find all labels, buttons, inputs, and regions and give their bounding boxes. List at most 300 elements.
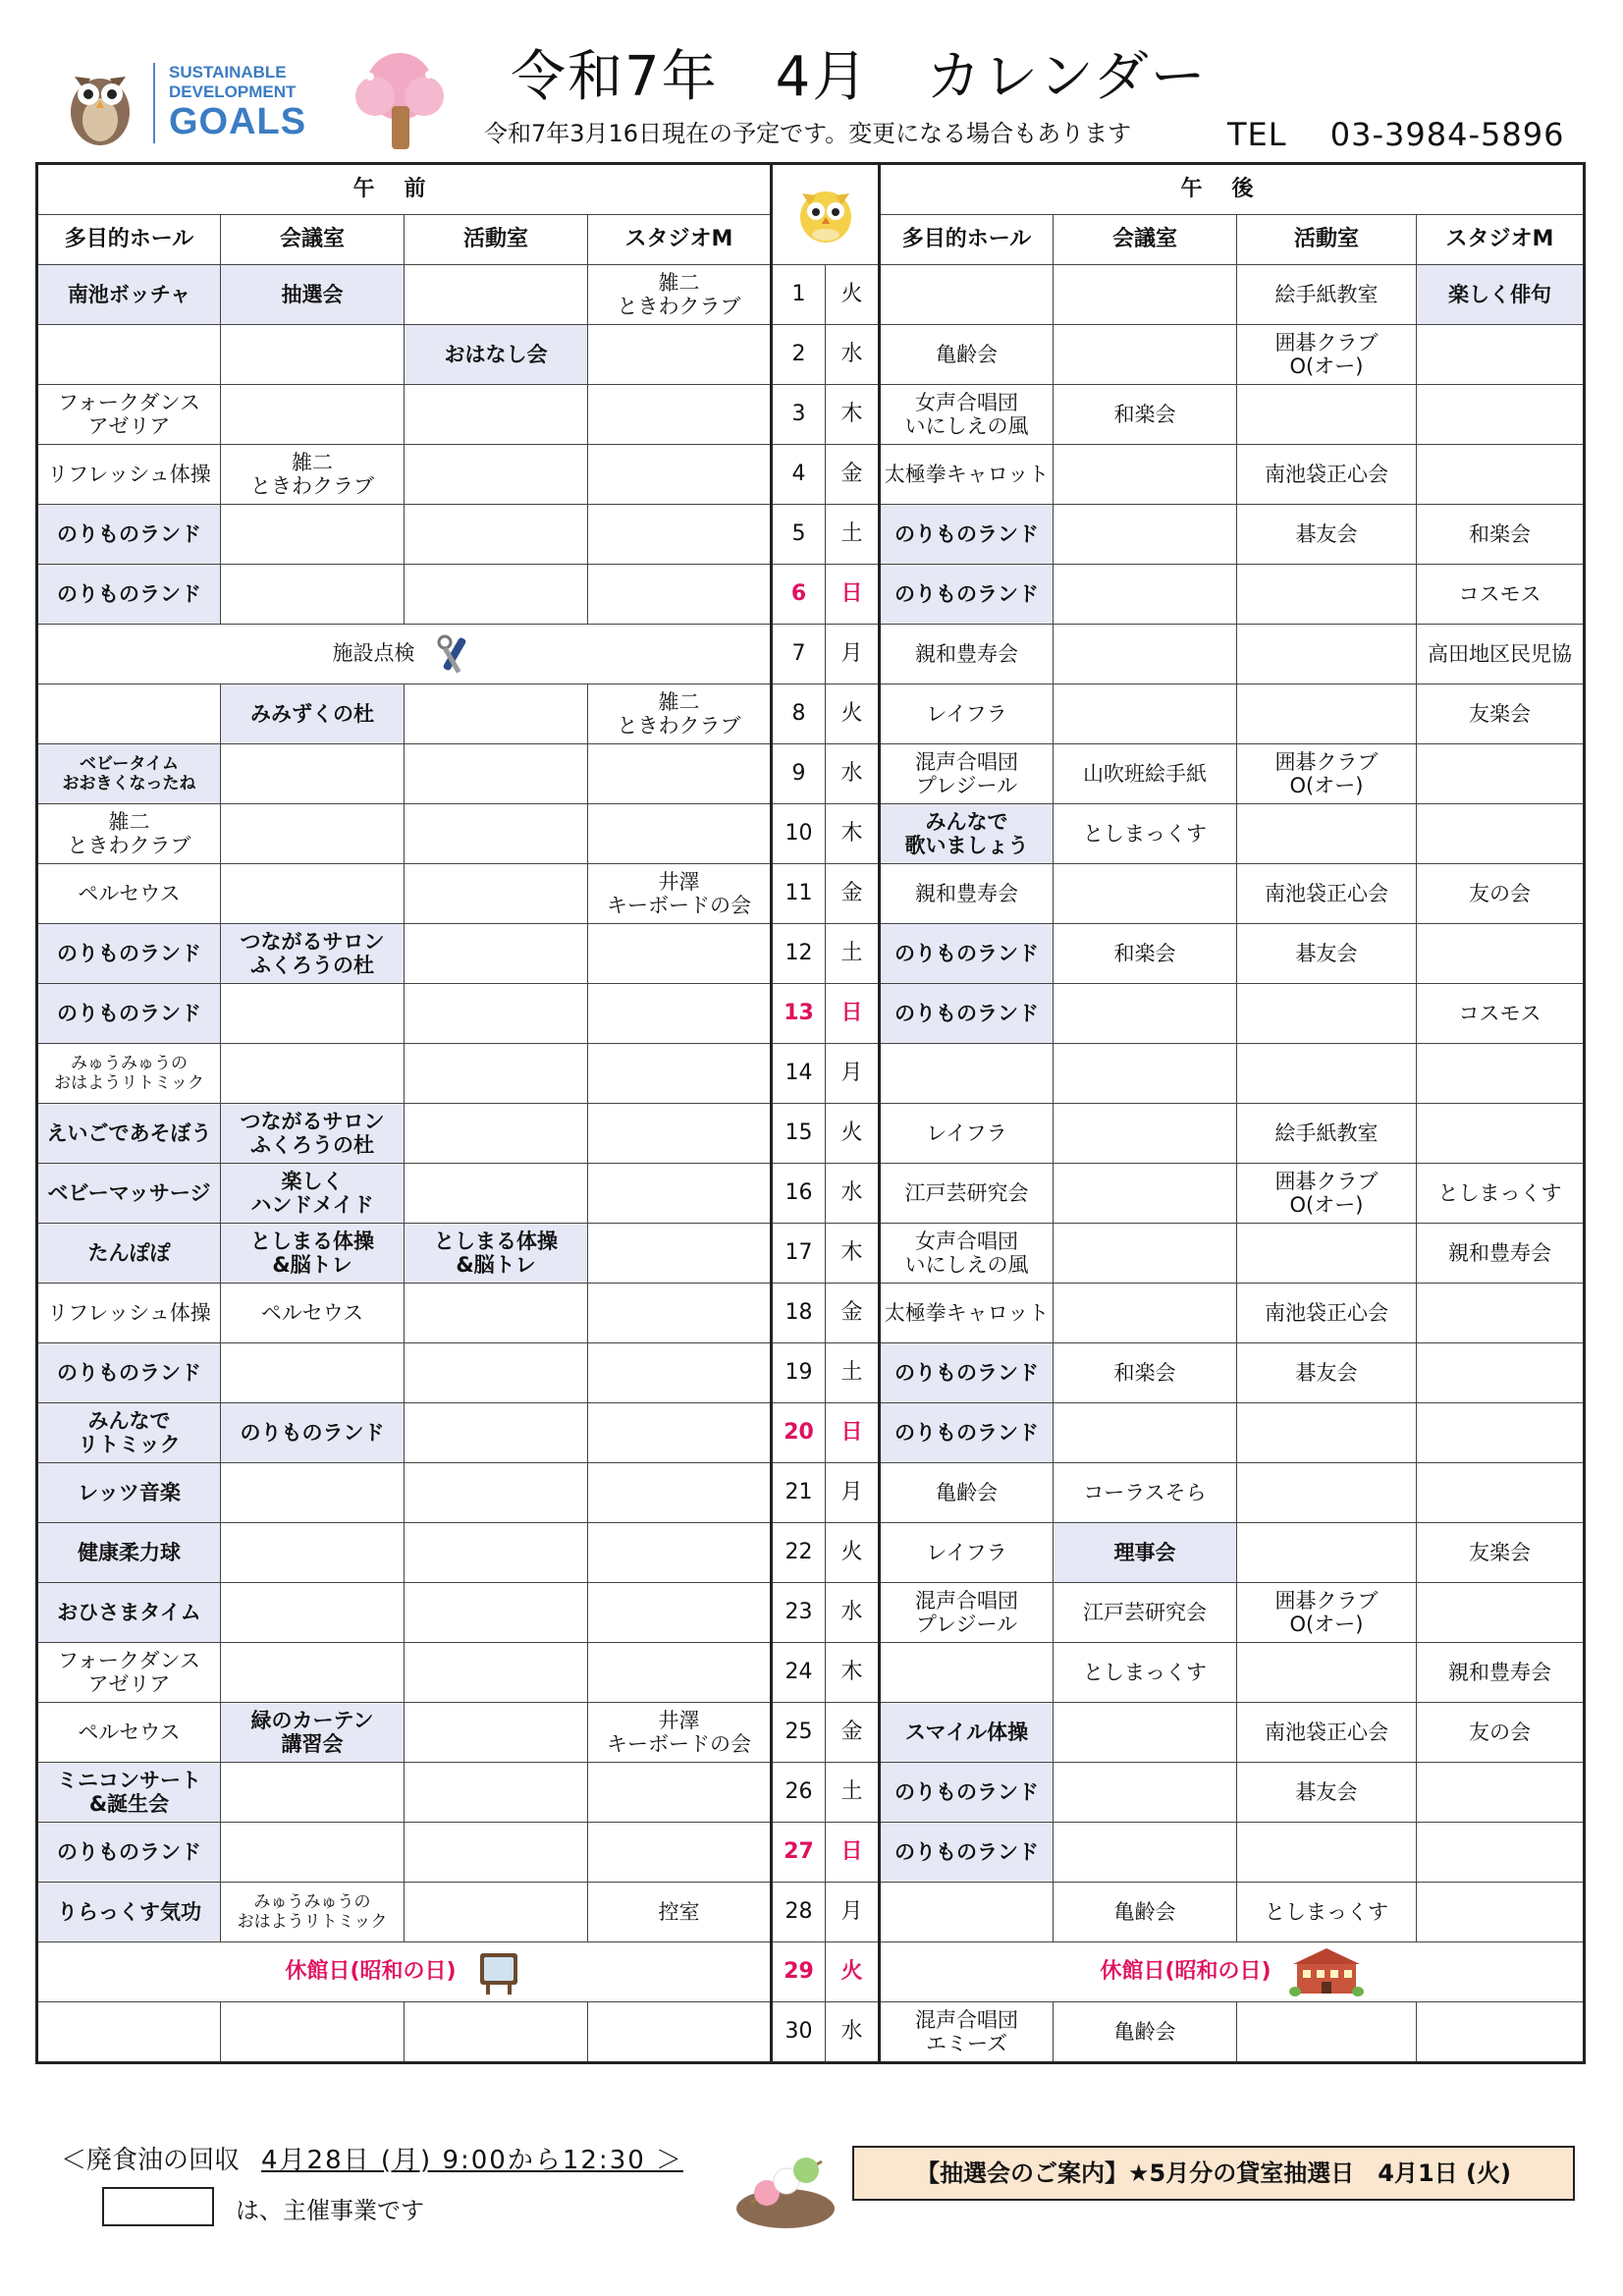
am-activity-cell bbox=[405, 1583, 588, 1643]
am-hall-cell: みゅうみゅうの おはようリトミック bbox=[37, 1044, 221, 1104]
pm-studio-cell: 楽しく俳句 bbox=[1417, 265, 1585, 325]
pm-activity-cell: 囲碁クラブ O(オー) bbox=[1237, 325, 1417, 385]
pm-studio-cell bbox=[1417, 1403, 1585, 1463]
am-activity-cell bbox=[405, 1643, 588, 1703]
pm-activity-cell bbox=[1237, 1823, 1417, 1883]
weekday: 月 bbox=[826, 1883, 880, 1942]
am-studio-cell bbox=[588, 1044, 772, 1104]
day-row bbox=[37, 1523, 1585, 1583]
weekday: 金 bbox=[826, 864, 880, 924]
building-icon bbox=[1289, 1946, 1364, 1997]
weekday: 水 bbox=[826, 744, 880, 804]
sdg-line1: SUSTAINABLE bbox=[169, 63, 287, 82]
pm-activity-cell bbox=[1237, 2002, 1417, 2063]
am-meeting-cell bbox=[221, 1343, 405, 1403]
day-number: 16 bbox=[772, 1164, 826, 1224]
owl-mascot-icon bbox=[61, 55, 139, 149]
pm-studio-cell: 和楽会 bbox=[1417, 505, 1585, 565]
am-studio-cell bbox=[588, 1164, 772, 1224]
am-studio-cell: 雑二 ときわクラブ bbox=[588, 265, 772, 325]
am-meeting-cell bbox=[221, 565, 405, 625]
section-am: 午前 bbox=[37, 164, 772, 215]
pm-meeting-cell: としまっくす bbox=[1054, 1643, 1237, 1703]
pm-activity-cell bbox=[1237, 625, 1417, 684]
day-row bbox=[37, 1343, 1585, 1403]
pm-studio-cell bbox=[1417, 924, 1585, 984]
weekday: 土 bbox=[826, 924, 880, 984]
am-studio-cell bbox=[588, 1583, 772, 1643]
am-studio-cell bbox=[588, 1523, 772, 1583]
am-hall-cell: フォークダンス アゼリア bbox=[37, 385, 221, 445]
pm-activity-cell: 南池袋正心会 bbox=[1237, 445, 1417, 505]
pm-meeting-cell bbox=[1054, 1403, 1237, 1463]
weekday: 日 bbox=[826, 1403, 880, 1463]
am-studio-cell bbox=[588, 505, 772, 565]
day-row bbox=[37, 505, 1585, 565]
maintenance-cell bbox=[37, 625, 772, 684]
pm-meeting-cell: 和楽会 bbox=[1054, 1343, 1237, 1403]
day-row bbox=[37, 1883, 1585, 1942]
am-activity-cell bbox=[405, 385, 588, 445]
col-header-am-activity: 活動室 bbox=[405, 215, 588, 265]
am-meeting-cell bbox=[221, 385, 405, 445]
day-row bbox=[37, 1763, 1585, 1823]
day-number: 28 bbox=[772, 1883, 826, 1942]
am-studio-cell bbox=[588, 1643, 772, 1703]
pm-hall-cell: 亀齢会 bbox=[880, 325, 1054, 385]
pm-studio-cell: 親和豊寿会 bbox=[1417, 1224, 1585, 1284]
pm-activity-cell: 碁友会 bbox=[1237, 1343, 1417, 1403]
am-activity-cell bbox=[405, 505, 588, 565]
weekday: 木 bbox=[826, 385, 880, 445]
am-hall-cell bbox=[37, 684, 221, 744]
am-studio-cell bbox=[588, 385, 772, 445]
legend-text: は、主催事業です bbox=[236, 2197, 424, 2224]
am-studio-cell: 雑二 ときわクラブ bbox=[588, 684, 772, 744]
am-meeting-cell: みみずくの杜 bbox=[221, 684, 405, 744]
pm-hall-cell: のりものランド bbox=[880, 1823, 1054, 1883]
am-meeting-cell bbox=[221, 744, 405, 804]
pm-studio-cell: 友の会 bbox=[1417, 1703, 1585, 1763]
pm-meeting-cell: 和楽会 bbox=[1054, 385, 1237, 445]
pm-hall-cell: 混声合唱団 エミーズ bbox=[880, 2002, 1054, 2063]
am-activity-cell bbox=[405, 1823, 588, 1883]
pm-meeting-cell bbox=[1054, 1284, 1237, 1343]
pm-studio-cell bbox=[1417, 744, 1585, 804]
pm-activity-cell: 絵手紙教室 bbox=[1237, 265, 1417, 325]
am-meeting-cell: としまる体操 &脳トレ bbox=[221, 1224, 405, 1284]
am-hall-cell: のりものランド bbox=[37, 984, 221, 1044]
am-hall-cell: りらっくす気功 bbox=[37, 1883, 221, 1942]
am-meeting-cell bbox=[221, 1523, 405, 1583]
pm-hall-cell bbox=[880, 265, 1054, 325]
am-meeting-cell: みゅうみゅうの おはようリトミック bbox=[221, 1883, 405, 1942]
am-hall-cell bbox=[37, 325, 221, 385]
am-meeting-cell bbox=[221, 1583, 405, 1643]
am-hall-cell: ペルセウス bbox=[37, 1703, 221, 1763]
pm-hall-cell: レイフラ bbox=[880, 684, 1054, 744]
day-number: 26 bbox=[772, 1763, 826, 1823]
pm-hall-cell: 混声合唱団 プレジール bbox=[880, 744, 1054, 804]
day-row bbox=[37, 1164, 1585, 1224]
closed-label: 休館日(昭和の日) bbox=[285, 1959, 457, 1984]
pm-activity-cell: 囲碁クラブ O(オー) bbox=[1237, 744, 1417, 804]
pm-activity-cell: 南池袋正心会 bbox=[1237, 1703, 1417, 1763]
pm-meeting-cell bbox=[1054, 1044, 1237, 1104]
pm-hall-cell: 女声合唱団 いにしえの風 bbox=[880, 1224, 1054, 1284]
pm-activity-cell: 碁友会 bbox=[1237, 1763, 1417, 1823]
day-row bbox=[37, 1823, 1585, 1883]
am-hall-cell: みんなで リトミック bbox=[37, 1403, 221, 1463]
day-number: 2 bbox=[772, 325, 826, 385]
page-subtitle: 令和7年3月16日現在の予定です。変更になる場合もあります bbox=[484, 120, 1132, 147]
day-row bbox=[37, 1643, 1585, 1703]
pm-hall-cell: のりものランド bbox=[880, 924, 1054, 984]
day-number: 3 bbox=[772, 385, 826, 445]
cherry-tree-icon bbox=[346, 47, 454, 155]
section-pm: 午後 bbox=[880, 164, 1585, 215]
weekday: 金 bbox=[826, 1284, 880, 1343]
pm-meeting-cell bbox=[1054, 1224, 1237, 1284]
day-row bbox=[37, 1942, 1585, 2002]
am-activity-cell bbox=[405, 1703, 588, 1763]
am-studio-cell bbox=[588, 2002, 772, 2063]
am-meeting-cell: 緑のカーテン 講習会 bbox=[221, 1703, 405, 1763]
pm-studio-cell: 友楽会 bbox=[1417, 684, 1585, 744]
pm-meeting-cell bbox=[1054, 265, 1237, 325]
pm-hall-cell: スマイル体操 bbox=[880, 1703, 1054, 1763]
pm-meeting-cell bbox=[1054, 1104, 1237, 1164]
am-hall-cell: ミニコンサート &誕生会 bbox=[37, 1763, 221, 1823]
day-number: 14 bbox=[772, 1044, 826, 1104]
weekday: 水 bbox=[826, 1583, 880, 1643]
day-row bbox=[37, 984, 1585, 1044]
tv-icon bbox=[474, 1947, 523, 1996]
am-meeting-cell bbox=[221, 1823, 405, 1883]
am-hall-cell: ベビータイム おおきくなったね bbox=[37, 744, 221, 804]
col-header-pm-meeting: 会議室 bbox=[1054, 215, 1237, 265]
pm-studio-cell: コスモス bbox=[1417, 565, 1585, 625]
pm-studio-cell bbox=[1417, 1883, 1585, 1942]
pm-meeting-cell bbox=[1054, 1763, 1237, 1823]
sdg-logo bbox=[169, 63, 326, 141]
pm-studio-cell bbox=[1417, 1104, 1585, 1164]
day-row bbox=[37, 1703, 1585, 1763]
phone-number: TEL 03-3984-5896 bbox=[1227, 116, 1565, 153]
pm-activity-cell bbox=[1237, 804, 1417, 864]
pm-meeting-cell bbox=[1054, 325, 1237, 385]
pm-activity-cell bbox=[1237, 1224, 1417, 1284]
day-number: 15 bbox=[772, 1104, 826, 1164]
am-studio-cell bbox=[588, 565, 772, 625]
am-activity-cell bbox=[405, 684, 588, 744]
weekday: 木 bbox=[826, 1643, 880, 1703]
am-studio-cell: 控室 bbox=[588, 1883, 772, 1942]
day-number: 5 bbox=[772, 505, 826, 565]
am-studio-cell bbox=[588, 1104, 772, 1164]
weekday: 木 bbox=[826, 804, 880, 864]
am-studio-cell bbox=[588, 1823, 772, 1883]
am-activity-cell bbox=[405, 744, 588, 804]
am-activity-cell bbox=[405, 265, 588, 325]
am-activity-cell bbox=[405, 565, 588, 625]
pm-meeting-cell bbox=[1054, 505, 1237, 565]
am-activity-cell bbox=[405, 1164, 588, 1224]
oil-collection-notice bbox=[61, 2140, 683, 2176]
am-hall-cell: リフレッシュ体操 bbox=[37, 1284, 221, 1343]
am-hall-cell: 南池ボッチャ bbox=[37, 265, 221, 325]
pm-meeting-cell bbox=[1054, 984, 1237, 1044]
day-row bbox=[37, 864, 1585, 924]
am-activity-cell bbox=[405, 1763, 588, 1823]
am-studio-cell bbox=[588, 1284, 772, 1343]
sdg-line2: DEVELOPMENT bbox=[169, 82, 297, 101]
pm-activity-cell: 碁友会 bbox=[1237, 924, 1417, 984]
day-row bbox=[37, 1463, 1585, 1523]
day-row bbox=[37, 265, 1585, 325]
day-row bbox=[37, 804, 1585, 864]
pm-activity-cell bbox=[1237, 1403, 1417, 1463]
day-number: 20 bbox=[772, 1403, 826, 1463]
pm-activity-cell bbox=[1237, 1643, 1417, 1703]
am-studio-cell bbox=[588, 1403, 772, 1463]
day-row bbox=[37, 325, 1585, 385]
am-activity-cell bbox=[405, 1463, 588, 1523]
day-number: 13 bbox=[772, 984, 826, 1044]
day-number: 30 bbox=[772, 2002, 826, 2063]
pm-studio-cell bbox=[1417, 804, 1585, 864]
am-activity-cell bbox=[405, 2002, 588, 2063]
pm-meeting-cell bbox=[1054, 1823, 1237, 1883]
am-activity-cell: おはなし会 bbox=[405, 325, 588, 385]
closed-label: 休館日(昭和の日) bbox=[1100, 1959, 1271, 1984]
pm-meeting-cell: 江戸芸研究会 bbox=[1054, 1583, 1237, 1643]
pm-hall-cell bbox=[880, 1643, 1054, 1703]
day-number: 9 bbox=[772, 744, 826, 804]
am-hall-cell: たんぽぽ bbox=[37, 1224, 221, 1284]
pm-studio-cell bbox=[1417, 1463, 1585, 1523]
am-hall-cell: レッツ音楽 bbox=[37, 1463, 221, 1523]
day-number: 11 bbox=[772, 864, 826, 924]
day-number: 1 bbox=[772, 265, 826, 325]
pm-meeting-cell: 亀齢会 bbox=[1054, 1883, 1237, 1942]
col-header-am-hall: 多目的ホール bbox=[37, 215, 221, 265]
am-hall-cell: リフレッシュ体操 bbox=[37, 445, 221, 505]
am-hall-cell: ベビーマッサージ bbox=[37, 1164, 221, 1224]
pm-studio-cell: 高田地区民児協 bbox=[1417, 625, 1585, 684]
day-row bbox=[37, 924, 1585, 984]
am-meeting-cell bbox=[221, 864, 405, 924]
pm-hall-cell: 親和豊寿会 bbox=[880, 864, 1054, 924]
am-meeting-cell bbox=[221, 2002, 405, 2063]
col-header-pm-studio: スタジオM bbox=[1417, 215, 1585, 265]
am-activity-cell bbox=[405, 1883, 588, 1942]
pm-meeting-cell bbox=[1054, 1703, 1237, 1763]
am-meeting-cell bbox=[221, 505, 405, 565]
day-number: 18 bbox=[772, 1284, 826, 1343]
oil-date: 4月28日 (月) 9:00から12:30 ＞ bbox=[261, 2146, 684, 2175]
pm-hall-cell: 混声合唱団 プレジール bbox=[880, 1583, 1054, 1643]
pm-studio-cell bbox=[1417, 2002, 1585, 2063]
day-row bbox=[37, 565, 1585, 625]
day-row bbox=[37, 1224, 1585, 1284]
pm-meeting-cell: 和楽会 bbox=[1054, 924, 1237, 984]
am-meeting-cell: ペルセウス bbox=[221, 1284, 405, 1343]
pm-hall-cell: のりものランド bbox=[880, 984, 1054, 1044]
weekday: 金 bbox=[826, 1703, 880, 1763]
weekday: 水 bbox=[826, 325, 880, 385]
day-row bbox=[37, 1104, 1585, 1164]
am-activity-cell: としまる体操 &脳トレ bbox=[405, 1224, 588, 1284]
am-meeting-cell bbox=[221, 804, 405, 864]
am-meeting-cell bbox=[221, 984, 405, 1044]
am-activity-cell bbox=[405, 1403, 588, 1463]
pm-hall-cell: のりものランド bbox=[880, 1403, 1054, 1463]
section-header-row bbox=[37, 164, 1585, 215]
am-meeting-cell bbox=[221, 1643, 405, 1703]
col-header-pm-activity: 活動室 bbox=[1237, 215, 1417, 265]
pm-studio-cell bbox=[1417, 385, 1585, 445]
pm-activity-cell bbox=[1237, 385, 1417, 445]
day-number: 6 bbox=[772, 565, 826, 625]
am-studio-cell bbox=[588, 924, 772, 984]
pm-activity-cell: としまっくす bbox=[1237, 1883, 1417, 1942]
day-row bbox=[37, 1583, 1585, 1643]
am-studio-cell bbox=[588, 325, 772, 385]
pm-activity-cell bbox=[1237, 684, 1417, 744]
pm-meeting-cell bbox=[1054, 625, 1237, 684]
oil-label: ＜廃食油の回収 bbox=[61, 2146, 241, 2175]
weekday: 火 bbox=[826, 1523, 880, 1583]
weekday: 月 bbox=[826, 1463, 880, 1523]
am-studio-cell bbox=[588, 1343, 772, 1403]
owl-header-cell bbox=[772, 164, 880, 265]
weekday: 土 bbox=[826, 1763, 880, 1823]
day-row bbox=[37, 1044, 1585, 1104]
am-activity-cell bbox=[405, 804, 588, 864]
weekday: 火 bbox=[826, 1104, 880, 1164]
am-studio-cell bbox=[588, 804, 772, 864]
am-meeting-cell bbox=[221, 1044, 405, 1104]
day-row bbox=[37, 445, 1585, 505]
weekday: 木 bbox=[826, 1224, 880, 1284]
col-header-am-meeting: 会議室 bbox=[221, 215, 405, 265]
day-number: 12 bbox=[772, 924, 826, 984]
am-hall-cell: えいごであそぼう bbox=[37, 1104, 221, 1164]
pm-hall-cell: のりものランド bbox=[880, 1763, 1054, 1823]
page-footer bbox=[0, 2136, 1623, 2293]
lottery-notice: 【抽選会のご案内】★5月分の貸室抽選日 4月1日 (火) bbox=[852, 2146, 1575, 2201]
pm-hall-cell: 太極拳キャロット bbox=[880, 445, 1054, 505]
am-meeting-cell: 抽選会 bbox=[221, 265, 405, 325]
pm-meeting-cell: としまっくす bbox=[1054, 804, 1237, 864]
pm-activity-cell: 囲碁クラブ O(オー) bbox=[1237, 1583, 1417, 1643]
pm-activity-cell bbox=[1237, 1463, 1417, 1523]
pm-activity-cell: 南池袋正心会 bbox=[1237, 864, 1417, 924]
pm-studio-cell bbox=[1417, 1044, 1585, 1104]
am-studio-cell: 井澤 キーボードの会 bbox=[588, 864, 772, 924]
closed-day-pm bbox=[880, 1942, 1585, 2002]
pm-studio-cell: コスモス bbox=[1417, 984, 1585, 1044]
am-activity-cell bbox=[405, 1343, 588, 1403]
day-number: 27 bbox=[772, 1823, 826, 1883]
am-meeting-cell bbox=[221, 325, 405, 385]
pm-hall-cell bbox=[880, 1883, 1054, 1942]
weekday: 火 bbox=[826, 684, 880, 744]
am-hall-cell: のりものランド bbox=[37, 505, 221, 565]
pm-hall-cell: レイフラ bbox=[880, 1104, 1054, 1164]
pm-hall-cell: 江戸芸研究会 bbox=[880, 1164, 1054, 1224]
dango-icon bbox=[731, 2144, 839, 2232]
am-activity-cell bbox=[405, 924, 588, 984]
pm-activity-cell: 南池袋正心会 bbox=[1237, 1284, 1417, 1343]
pm-studio-cell: 親和豊寿会 bbox=[1417, 1643, 1585, 1703]
am-hall-cell: 雑二 ときわクラブ bbox=[37, 804, 221, 864]
pm-activity-cell bbox=[1237, 565, 1417, 625]
day-row bbox=[37, 2002, 1585, 2063]
weekday: 水 bbox=[826, 2002, 880, 2063]
weekday: 月 bbox=[826, 1044, 880, 1104]
weekday: 日 bbox=[826, 565, 880, 625]
am-hall-cell: ペルセウス bbox=[37, 864, 221, 924]
am-studio-cell bbox=[588, 445, 772, 505]
day-number: 17 bbox=[772, 1224, 826, 1284]
weekday: 日 bbox=[826, 1823, 880, 1883]
day-number: 23 bbox=[772, 1583, 826, 1643]
am-studio-cell bbox=[588, 1463, 772, 1523]
calendar-body bbox=[37, 164, 1585, 2063]
am-meeting-cell: つながるサロン ふくろうの杜 bbox=[221, 1104, 405, 1164]
am-meeting-cell bbox=[221, 1763, 405, 1823]
am-hall-cell: おひさまタイム bbox=[37, 1583, 221, 1643]
day-number: 19 bbox=[772, 1343, 826, 1403]
pm-meeting-cell: 山吹班絵手紙 bbox=[1054, 744, 1237, 804]
pm-meeting-cell bbox=[1054, 684, 1237, 744]
legend-swatch bbox=[102, 2187, 214, 2226]
owl-icon bbox=[788, 178, 863, 246]
pm-meeting-cell bbox=[1054, 445, 1237, 505]
am-studio-cell bbox=[588, 1763, 772, 1823]
day-number: 29 bbox=[772, 1942, 826, 2002]
pm-hall-cell: 女声合唱団 いにしえの風 bbox=[880, 385, 1054, 445]
tools-icon bbox=[433, 632, 476, 676]
am-activity-cell bbox=[405, 445, 588, 505]
maintenance-label: 施設点検 bbox=[332, 641, 415, 665]
day-number: 8 bbox=[772, 684, 826, 744]
am-hall-cell: のりものランド bbox=[37, 1343, 221, 1403]
pm-studio-cell bbox=[1417, 1763, 1585, 1823]
weekday: 月 bbox=[826, 625, 880, 684]
am-hall-cell: 健康柔力球 bbox=[37, 1523, 221, 1583]
am-meeting-cell bbox=[221, 1463, 405, 1523]
am-meeting-cell: のりものランド bbox=[221, 1403, 405, 1463]
pm-hall-cell: 親和豊寿会 bbox=[880, 625, 1054, 684]
day-number: 25 bbox=[772, 1703, 826, 1763]
am-studio-cell bbox=[588, 744, 772, 804]
weekday: 金 bbox=[826, 445, 880, 505]
pm-activity-cell bbox=[1237, 984, 1417, 1044]
day-row bbox=[37, 1403, 1585, 1463]
am-activity-cell bbox=[405, 1044, 588, 1104]
pm-hall-cell: 亀齢会 bbox=[880, 1463, 1054, 1523]
weekday: 火 bbox=[826, 265, 880, 325]
sdg-goals: GOALS bbox=[169, 101, 307, 142]
pm-studio-cell bbox=[1417, 325, 1585, 385]
am-activity-cell bbox=[405, 1104, 588, 1164]
am-studio-cell: 井澤 キーボードの会 bbox=[588, 1703, 772, 1763]
am-hall-cell: フォークダンス アゼリア bbox=[37, 1643, 221, 1703]
am-hall-cell: のりものランド bbox=[37, 1823, 221, 1883]
